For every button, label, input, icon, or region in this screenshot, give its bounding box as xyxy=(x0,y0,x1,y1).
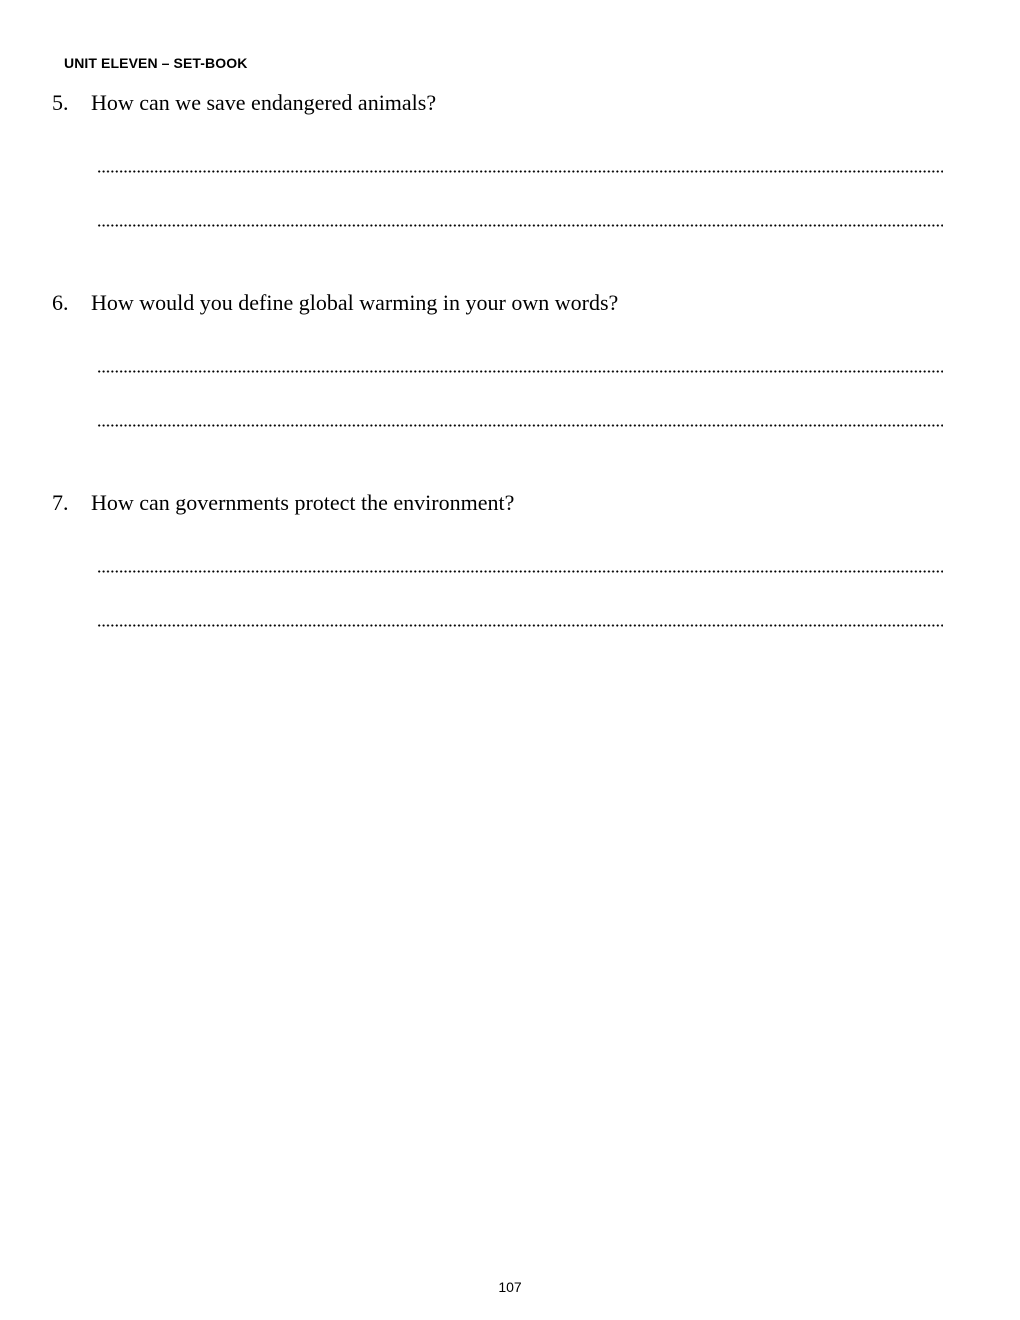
page-number: 107 xyxy=(498,1279,522,1295)
question-number: 5. xyxy=(52,90,69,115)
answer-line[interactable] xyxy=(97,224,943,227)
answer-line[interactable] xyxy=(97,424,943,427)
question-5 xyxy=(52,90,436,116)
question-text: How can governments protect the environment? xyxy=(91,490,515,515)
question-6 xyxy=(52,290,618,316)
question-number: 7. xyxy=(52,490,69,515)
question-7 xyxy=(52,490,514,516)
page-header: UNIT ELEVEN – SET-BOOK xyxy=(64,55,248,71)
answer-line[interactable] xyxy=(97,170,943,173)
question-text: How can we save endangered animals? xyxy=(91,90,437,115)
answer-line[interactable] xyxy=(97,370,943,373)
question-text: How would you define global warming in your own words? xyxy=(91,290,619,315)
question-number: 6. xyxy=(52,290,69,315)
answer-line[interactable] xyxy=(97,624,943,627)
answer-line[interactable] xyxy=(97,570,943,573)
